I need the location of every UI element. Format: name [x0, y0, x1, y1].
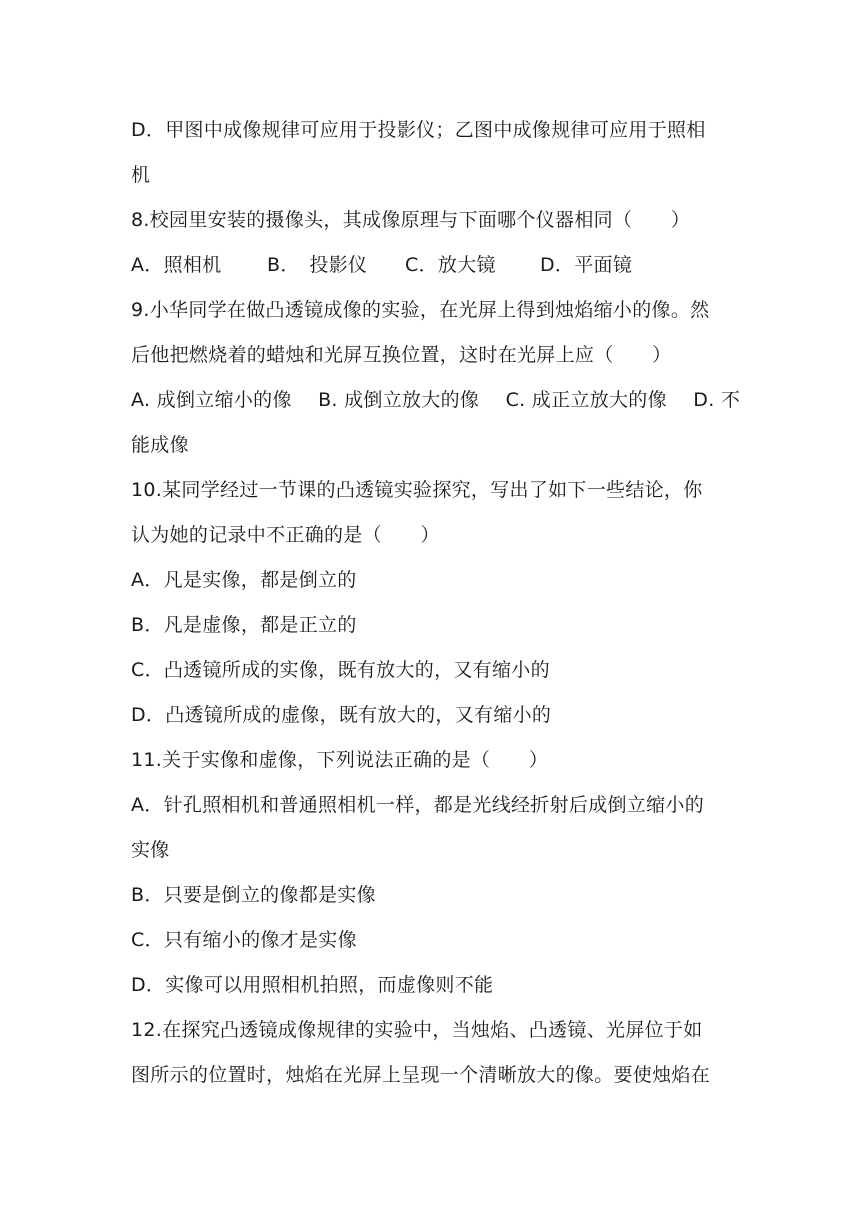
q12-stem-line2: 图所示的位置时，烛焰在光屏上呈现一个清晰放大的像。要使烛焰在: [131, 1064, 711, 1086]
q8-option-c: C．放大镜: [405, 254, 496, 276]
q8-stem: 8.校园里安装的摄像头，其成像原理与下面哪个仪器相同（ ）: [131, 209, 691, 231]
q9-stem-line2: 后他把燃烧着的蜡烛和光屏互换位置，这时在光屏上应（ ）: [131, 344, 672, 366]
q7-option-d-line1: D．甲图中成像规律可应用于投影仪；乙图中成像规律可应用于照相: [131, 119, 706, 141]
q11-option-b: B．只要是倒立的像都是实像: [131, 884, 376, 906]
q9-option-b: B. 成倒立放大的像: [318, 389, 480, 411]
q11-option-a-line1: A．针孔照相机和普通照相机一样，都是光线经折射后成倒立缩小的: [131, 794, 704, 816]
q11-option-a-line2: 实像: [131, 839, 170, 861]
q8-option-b: B． 投影仪: [267, 254, 368, 276]
q12-stem-line1: 12.在探究凸透镜成像规律的实验中，当烛焰、凸透镜、光屏位于如: [131, 1019, 703, 1041]
question-list: [131, 108, 741, 1098]
q9-option-a: A. 成倒立缩小的像: [131, 389, 292, 411]
q10-option-b: B．凡是虚像，都是正立的: [131, 614, 357, 636]
q10-option-a: A．凡是实像，都是倒立的: [131, 569, 357, 591]
q7-option-d-line2: 机: [131, 164, 151, 186]
q9-option-d: D. 不: [693, 389, 741, 411]
q10-option-c: C．凸透镜所成的实像，既有放大的，又有缩小的: [131, 659, 550, 681]
q11-option-d: D．实像可以用照相机拍照，而虚像则不能: [131, 974, 494, 996]
q11-option-c: C．只有缩小的像才是实像: [131, 929, 357, 951]
q8-option-d: D．平面镜: [540, 254, 633, 276]
q10-option-d: D．凸透镜所成的虚像，既有放大的，又有缩小的: [131, 704, 552, 726]
q10-stem-line1: 10.某同学经过一节课的凸透镜实验探究，写出了如下一些结论，你: [131, 479, 703, 501]
q11-stem: 11.关于实像和虚像，下列说法正确的是（ ）: [131, 749, 549, 771]
q8-option-a: A．照相机: [131, 254, 222, 276]
q10-stem-line2: 认为她的记录中不正确的是（ ）: [131, 524, 440, 546]
q9-stem-line1: 9.小华同学在做凸透镜成像的实验，在光屏上得到烛焰缩小的像。然: [131, 299, 710, 321]
q9-options-line2: 能成像: [131, 434, 189, 456]
q9-option-c: C. 成正立放大的像: [505, 389, 667, 411]
q8-options: [131, 243, 731, 288]
q9-options: [131, 378, 741, 423]
